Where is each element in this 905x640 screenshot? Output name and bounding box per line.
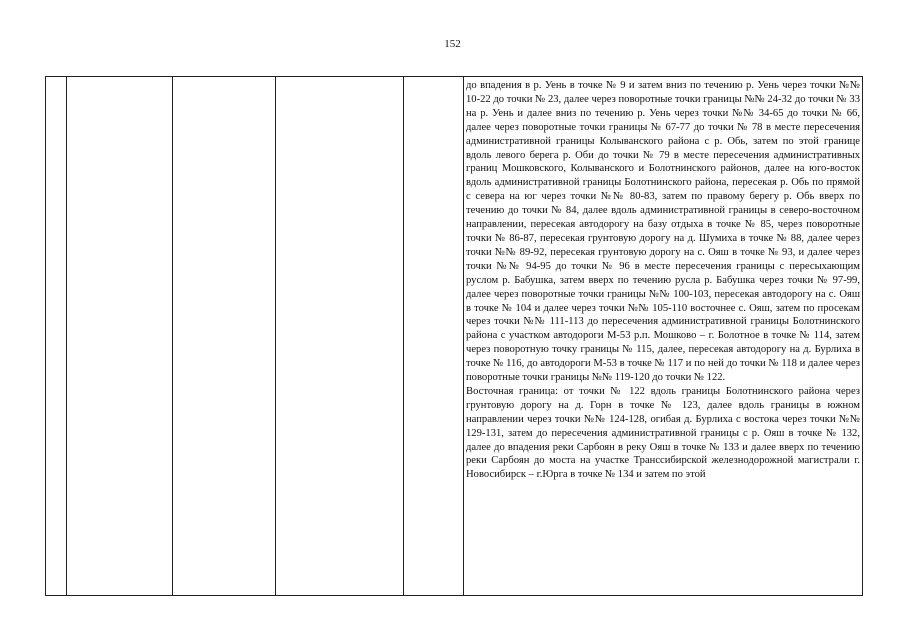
boundary-description-paragraph: Восточная граница: от точки № 122 вдоль границы Болотнинского района через грунтовую дорогу на д. Горн в точке № 123, далее вдоль границы в южном направлении через точки №№ 124-128, огибая д. Бурлиха с востока через точки №№ 129-131, затем до пересечения административной границы с р. Ояш в точке № 132, далее до впадения реки Сарбоян в реку Ояш в точке № 133 и далее вверх по течению реки Сарбоян до моста на участке Транссибирской железнодорожной магистрали г. Новосибирск – г.Юрга в точке № 134 и затем по этой bbox=[466, 385, 860, 481]
column-divider bbox=[66, 77, 67, 595]
document-table bbox=[45, 76, 863, 596]
page-number: 152 bbox=[444, 38, 461, 50]
column-divider bbox=[463, 77, 464, 595]
column-divider bbox=[172, 77, 173, 595]
boundary-description-paragraph: до впадения в р. Уень в точке № 9 и затем вниз по течению р. Уень через точки №№ 10-22 до точки № 23, далее через поворотные точки границы №№ 24-32 до точки № 33 на р. Уень и далее вниз по течению р. Уень через точки №№ 34-65 до точки № 66, далее через поворотные точки границы № 67-77 до точки № 78 в месте пересечения административной границы Колыванского района с р. Обь, затем по этой границе вдоль левого берега р. Оби до точки № 79 в месте пересечения административных границ Мошковского, Колыванского и Болотнинского районов, далее на юго-восток вдоль административной границы Болотнинского района, пересекая р. Обь по прямой с севера на юг через точки №№ 80-83, затем по правому берегу р. Обь вверх по течению до точки № 84, далее вдоль административной границы в северо-восточном направлении, пересекая автодорогу на базу отдыха в точке № 85, через поворотные точки № 86-87, пересекая грунтовую дорогу на д. Шумиха в точке № 88, далее через точки №№ 89-92, пересекая грунтовую дорогу на с. Ояш в точке № 93, и далее через точки №№ 94-95 до точки № 96 в месте пересечения границы с пересыхающим руслом р. Бабушка, затем вверх по течению русла р. Бабушка через точки № 97-99, далее через поворотные точки границы №№ 100-103, пересекая автодорогу на с. Ояш в точке № 104 и далее через точки №№ 105-110 восточнее с. Ояш, затем по просекам через точки №№ 111-113 до пересечения административной границы Болотнинского района с участком автодороги М-53 р.п. Мошково – г. Болотное в точке № 114, затем через поворотную точку границы № 115, далее, пересекая автодорогу на д. Бурлиха в точке № 116, до автодороги М-53 в точке № 117 и по ней до точки № 118 и далее через поворотные точки границы №№ 119-120 до точки № 122. bbox=[466, 80, 860, 384]
boundary-description-cell bbox=[466, 79, 860, 595]
column-divider bbox=[403, 77, 404, 595]
column-divider bbox=[275, 77, 276, 595]
